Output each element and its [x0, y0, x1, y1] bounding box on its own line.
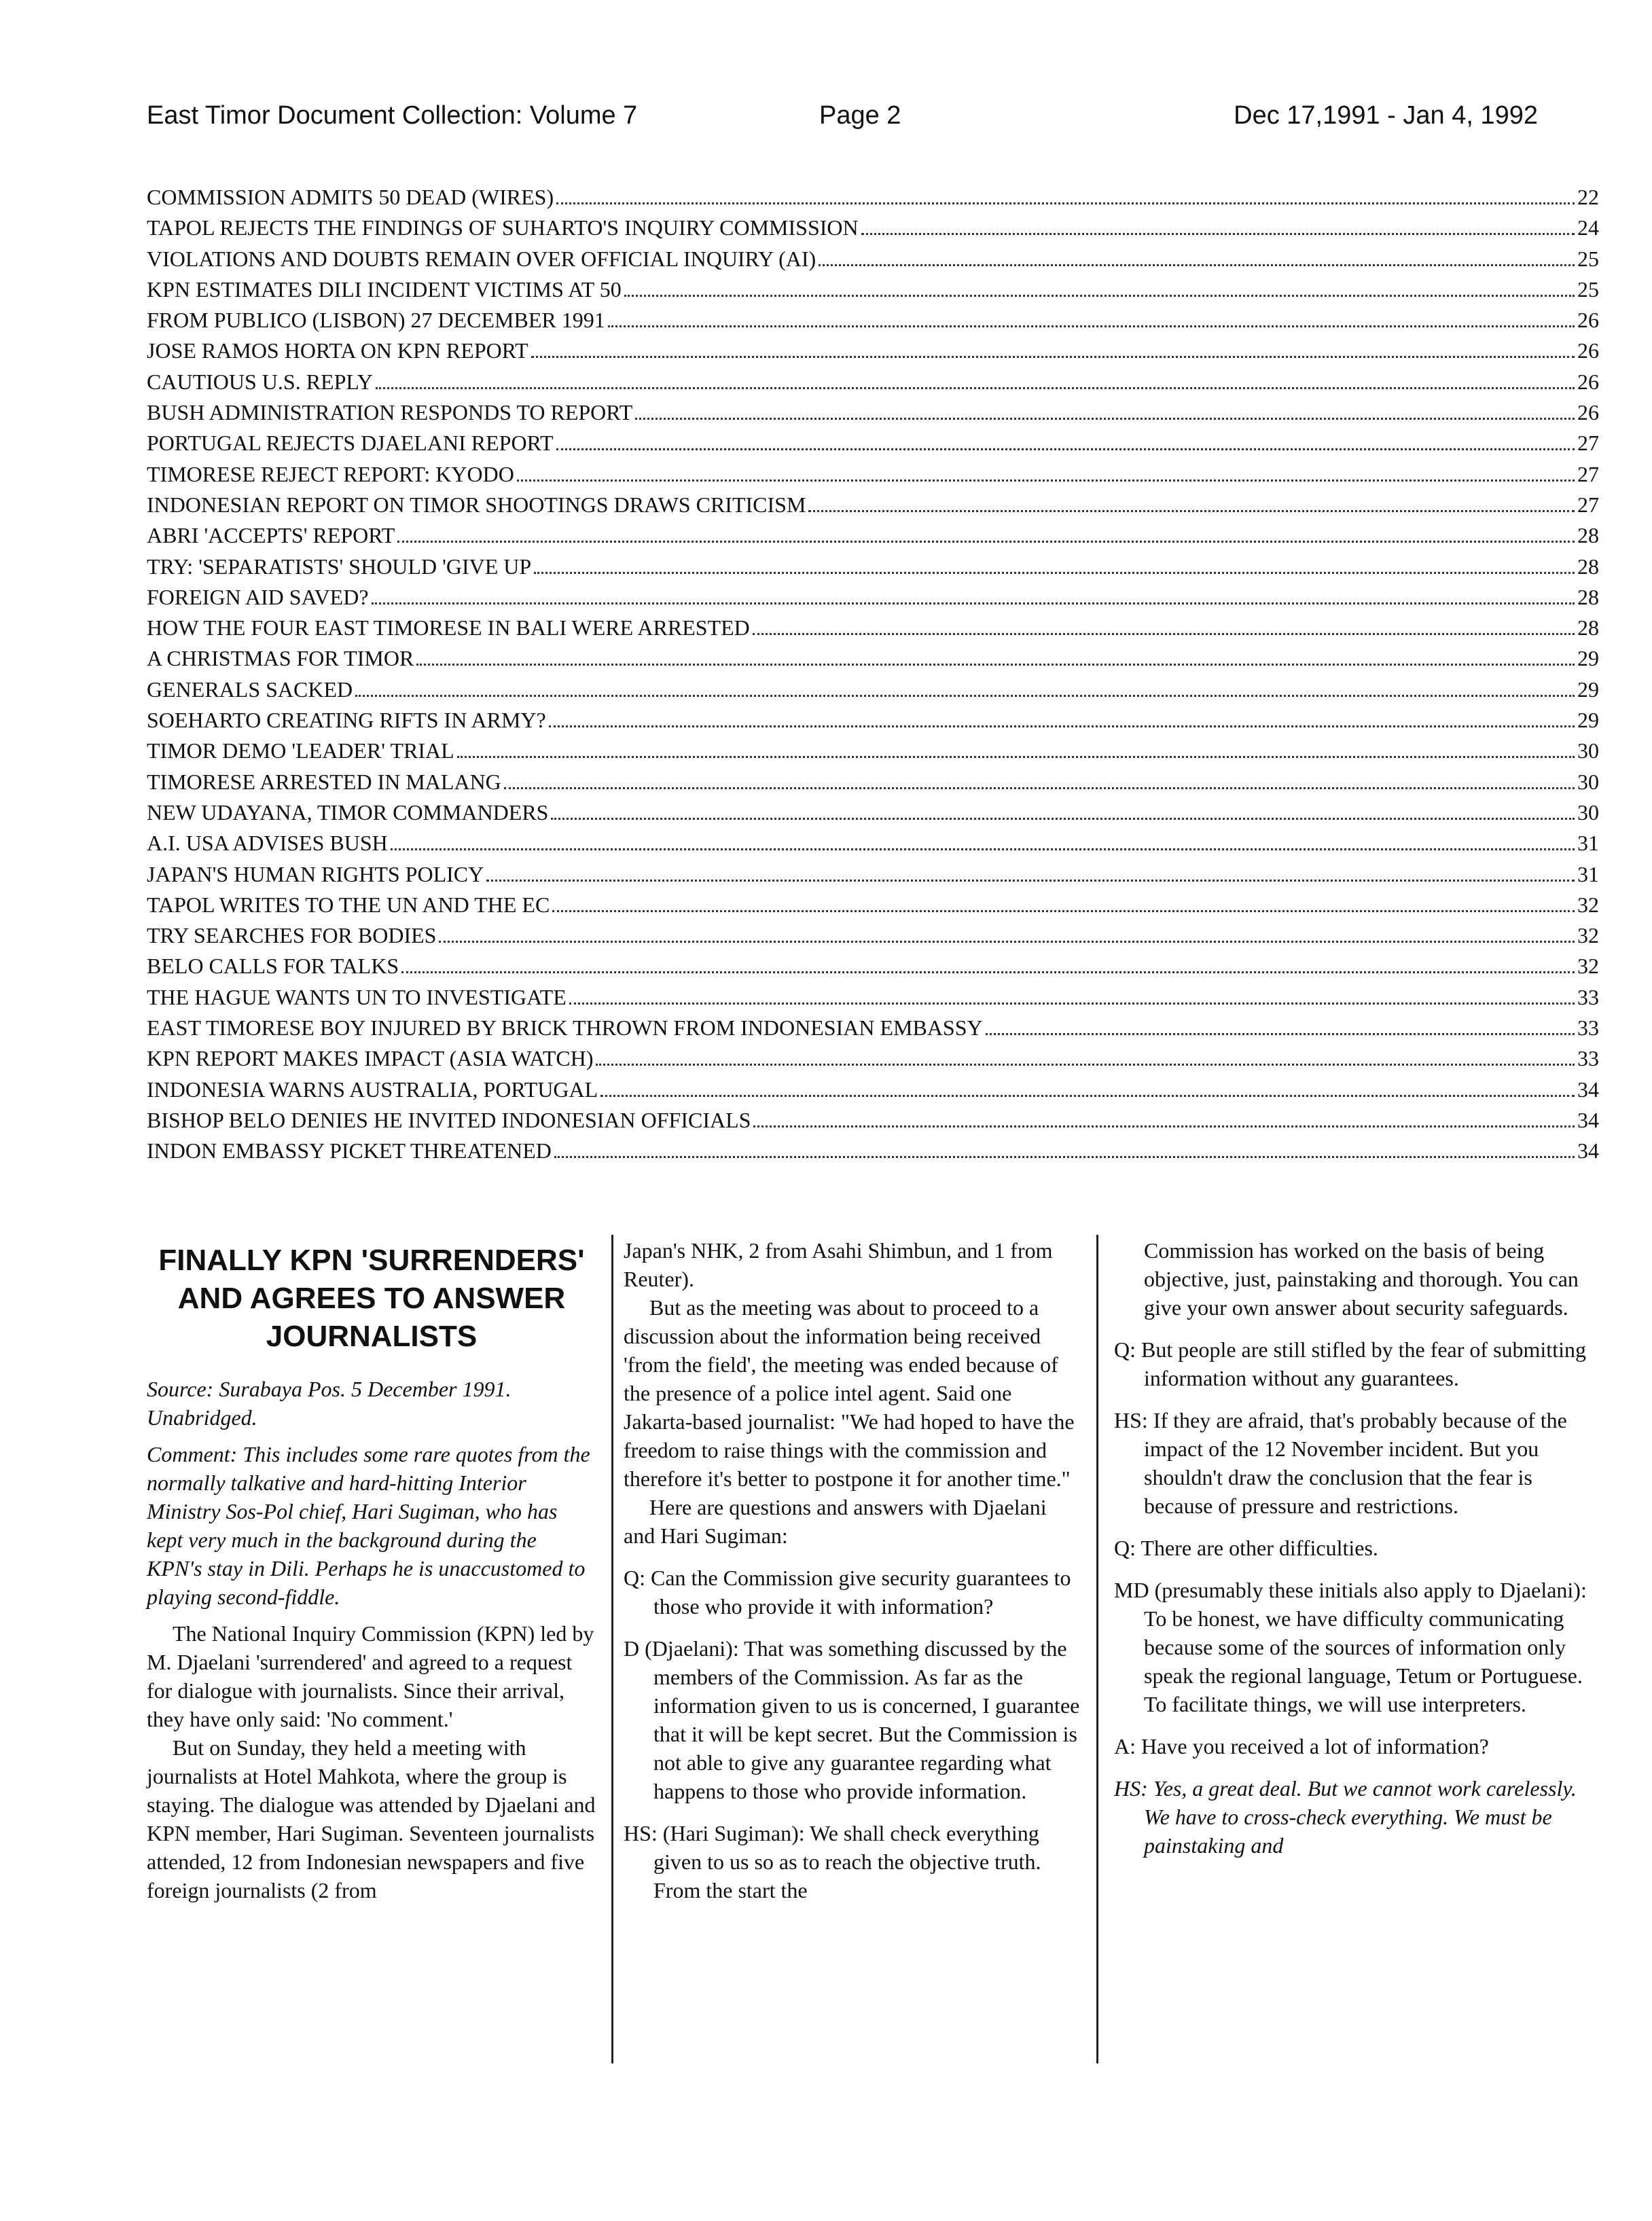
toc-entry[interactable] — [147, 582, 1599, 613]
toc-page: 34 — [1577, 1077, 1599, 1102]
article-comment: Comment: This includes some rare quotes from the normally talkative and hard-hitting Interior Ministry Sos-Pol chief, Hari Sugiman, who has kept very much in the background during the KPN's stay in Dili. Perhaps he is unaccustomed to playing second-fiddle. — [147, 1442, 590, 1609]
toc-title: KPN ESTIMATES DILI INCIDENT VICTIMS AT 50 — [147, 276, 622, 302]
interview-entry: HS: (Hari Sugiman): We shall check everything given to us so as to reach the objective truth. From the start the — [624, 1821, 1041, 1902]
toc-leader — [552, 910, 1575, 912]
toc-page: 32 — [1577, 954, 1599, 979]
interview-entry: A: Have you received a lot of information? — [1114, 1734, 1489, 1758]
column-divider — [611, 1235, 613, 2063]
toc-page: 26 — [1577, 369, 1599, 394]
toc-page: 31 — [1577, 861, 1599, 886]
toc-title: BUSH ADMINISTRATION RESPONDS TO REPORT — [147, 400, 633, 425]
toc-title: A.I. USA ADVISES BUSH — [147, 831, 388, 856]
toc-leader — [819, 264, 1575, 266]
toc-entry[interactable] — [147, 674, 1599, 705]
toc-entry[interactable] — [147, 490, 1599, 520]
table-of-contents — [147, 182, 1599, 1167]
toc-entry[interactable] — [147, 951, 1599, 981]
toc-title: A CHRISTMAS FOR TIMOR — [147, 646, 414, 671]
toc-title: EAST TIMORESE BOY INJURED BY BRICK THROWN FROM INDONESIAN EMBASSY — [147, 1015, 983, 1041]
toc-page: 27 — [1577, 461, 1599, 486]
page-header — [0, 95, 1652, 136]
collection-title: East Timor Document Collection: Volume 7 — [147, 101, 638, 130]
toc-leader — [401, 971, 1575, 973]
toc-title: CAUTIOUS U.S. REPLY — [147, 369, 373, 394]
toc-title: TIMORESE REJECT REPORT: KYODO — [147, 461, 514, 486]
toc-entry[interactable] — [147, 705, 1599, 736]
toc-entry[interactable] — [147, 1136, 1599, 1166]
toc-entry[interactable] — [147, 397, 1599, 428]
toc-title: THE HAGUE WANTS UN TO INVESTIGATE — [147, 984, 567, 1009]
column-divider — [1096, 1235, 1098, 2063]
toc-leader — [600, 1095, 1575, 1097]
toc-leader — [391, 848, 1575, 850]
toc-leader — [551, 818, 1575, 820]
toc-page: 34 — [1577, 1107, 1599, 1132]
toc-title: FROM PUBLICO (LISBON) 27 DECEMBER 1991 — [147, 308, 605, 333]
toc-leader — [556, 202, 1575, 204]
toc-page: 31 — [1577, 831, 1599, 856]
toc-leader — [534, 572, 1575, 574]
toc-leader — [517, 480, 1575, 482]
toc-page: 26 — [1577, 308, 1599, 333]
toc-entry[interactable] — [147, 1013, 1599, 1043]
article-source: Source: Surabaya Pos. 5 December 1991. Unabridged. — [147, 1377, 511, 1430]
toc-entry[interactable] — [147, 767, 1599, 797]
toc-title: TRY: 'SEPARATISTS' SHOULD 'GIVE UP — [147, 554, 532, 579]
toc-leader — [504, 787, 1575, 789]
toc-page: 29 — [1577, 646, 1599, 671]
toc-title: JAPAN'S HUMAN RIGHTS POLICY — [147, 861, 484, 886]
toc-title: TAPOL REJECTS THE FINDINGS OF SUHARTO'S INQUIRY COMMISSION — [147, 215, 859, 240]
toc-leader — [397, 541, 1575, 543]
toc-title: GENERALS SACKED — [147, 676, 353, 702]
toc-page: 30 — [1577, 738, 1599, 763]
toc-leader — [549, 725, 1575, 727]
toc-page: 27 — [1577, 431, 1599, 456]
toc-page: 25 — [1577, 246, 1599, 271]
toc-title: TAPOL WRITES TO THE UN AND THE EC — [147, 892, 550, 917]
toc-leader — [531, 356, 1575, 358]
toc-page: 26 — [1577, 338, 1599, 363]
toc-entry[interactable] — [147, 643, 1599, 674]
article-column-2 — [624, 1236, 1083, 1918]
toc-page: 26 — [1577, 400, 1599, 425]
body-paragraph: Here are questions and answers with Djaelani and Hari Sugiman: — [624, 1495, 1047, 1548]
toc-leader — [596, 1064, 1575, 1066]
toc-entry[interactable] — [147, 336, 1599, 366]
toc-entry[interactable] — [147, 736, 1599, 766]
toc-page: 33 — [1577, 984, 1599, 1009]
toc-leader — [556, 448, 1575, 450]
toc-page: 28 — [1577, 584, 1599, 609]
toc-page: 33 — [1577, 1015, 1599, 1041]
toc-entry[interactable] — [147, 859, 1599, 890]
interview-entry: Q: But people are still stifled by the fear of submitting information without any guarantees. — [1114, 1337, 1586, 1390]
toc-title: BISHOP BELO DENIES HE INVITED INDONESIAN OFFICIALS — [147, 1107, 751, 1132]
body-paragraph: Commission has worked on the basis of being objective, just, painstaking and thorough. You can give your own answer about security safeguards. — [1144, 1238, 1579, 1320]
toc-page: 28 — [1577, 615, 1599, 640]
toc-leader — [439, 941, 1575, 943]
toc-leader — [372, 602, 1575, 604]
toc-entry[interactable] — [147, 1075, 1599, 1105]
toc-title: TIMORESE ARRESTED IN MALANG — [147, 769, 501, 794]
toc-leader — [753, 633, 1575, 635]
toc-title: SOEHARTO CREATING RIFTS IN ARMY? — [147, 708, 546, 733]
toc-title: PORTUGAL REJECTS DJAELANI REPORT — [147, 431, 554, 456]
toc-title: TRY SEARCHES FOR BODIES — [147, 923, 437, 948]
toc-title: NEW UDAYANA, TIMOR COMMANDERS — [147, 799, 549, 825]
toc-page: 22 — [1577, 185, 1599, 209]
toc-entry[interactable] — [147, 828, 1599, 859]
toc-title: HOW THE FOUR EAST TIMORESE IN BALI WERE ARRESTED — [147, 615, 750, 640]
toc-leader — [355, 695, 1575, 697]
toc-title: INDONESIAN REPORT ON TIMOR SHOOTINGS DRAWS CRITICISM — [147, 492, 806, 517]
toc-entry[interactable] — [147, 552, 1599, 582]
interview-entry: HS: If they are afraid, that's probably because of the impact of the 12 November incident. But you shouldn't draw the conclusion that the fear is because of pressure and restrictions. — [1114, 1408, 1567, 1518]
toc-leader — [635, 418, 1575, 420]
body-paragraph: But as the meeting was about to proceed to a discussion about the information being received 'from the field', the meeting was ended because of the presence of a police intel agent. Said one Jakarta-based journalist: "We had hoped to have the freedom to raise things with the commission and therefore it's better to postpone it for another time." — [624, 1295, 1075, 1491]
toc-entry[interactable] — [147, 274, 1599, 305]
toc-leader — [608, 325, 1575, 327]
interview-entry: Q: Can the Commission give security guarantees to those who provide it with information? — [624, 1566, 1071, 1619]
toc-entry[interactable] — [147, 244, 1599, 274]
toc-title: VIOLATIONS AND DOUBTS REMAIN OVER OFFICIAL INQUIRY (AI) — [147, 246, 816, 271]
toc-title: JOSE RAMOS HORTA ON KPN REPORT — [147, 338, 528, 363]
toc-page: 25 — [1577, 276, 1599, 302]
toc-entry[interactable] — [147, 182, 1599, 213]
toc-leader — [416, 664, 1575, 666]
toc-title: KPN REPORT MAKES IMPACT (ASIA WATCH) — [147, 1046, 594, 1071]
toc-page: 30 — [1577, 799, 1599, 825]
toc-page: 29 — [1577, 676, 1599, 702]
toc-entry[interactable] — [147, 367, 1599, 397]
toc-entry[interactable] — [147, 920, 1599, 951]
toc-page: 28 — [1577, 523, 1599, 548]
toc-title: BELO CALLS FOR TALKS — [147, 954, 399, 979]
toc-entry[interactable] — [147, 520, 1599, 551]
interview-entry: Q: There are other difficulties. — [1114, 1536, 1378, 1560]
toc-page: 27 — [1577, 492, 1599, 517]
toc-leader — [376, 387, 1575, 389]
toc-title: ABRI 'ACCEPTS' REPORT — [147, 523, 395, 548]
toc-page: 34 — [1577, 1138, 1599, 1163]
toc-entry[interactable] — [147, 213, 1599, 243]
toc-entry[interactable] — [147, 890, 1599, 920]
toc-entry[interactable] — [147, 613, 1599, 643]
toc-leader — [624, 295, 1575, 297]
interview-entry: HS: Yes, a great deal. But we cannot work carelessly. We have to cross-check everything. We must be painstaking and — [1114, 1776, 1577, 1858]
article-column-3 — [1114, 1236, 1590, 1873]
toc-entry[interactable] — [147, 1043, 1599, 1074]
page-number: Page 2 — [819, 101, 901, 130]
toc-leader — [753, 1125, 1575, 1127]
toc-leader — [457, 756, 1575, 758]
toc-title: FOREIGN AID SAVED? — [147, 584, 369, 609]
toc-title: INDONESIA WARNS AUSTRALIA, PORTUGAL — [147, 1077, 598, 1102]
toc-entry[interactable] — [147, 1105, 1599, 1136]
toc-page: 32 — [1577, 923, 1599, 948]
toc-entry[interactable] — [147, 305, 1599, 336]
interview-entry: D (Djaelani): That was something discussed by the members of the Commission. As far as the information given to us is concerned, I guarantee that it will be kept secret. But the Commission is not able to give any guarantee regarding what happens to those who provide information. — [624, 1636, 1080, 1803]
interview-entry: MD (presumably these initials also apply to Djaelani): To be honest, we have difficulty communicating because some of the sources of information only speak the regional language, Tetum or Portuguese. To facilitate things, we will use interpreters. — [1114, 1578, 1587, 1716]
toc-page: 32 — [1577, 892, 1599, 917]
toc-entry[interactable] — [147, 982, 1599, 1013]
body-paragraph: Japan's NHK, 2 from Asahi Shimbun, and 1 from Reuter). — [624, 1238, 1053, 1291]
toc-title: INDON EMBASSY PICKET THREATENED — [147, 1138, 552, 1163]
toc-leader — [808, 510, 1575, 512]
toc-title: COMMISSION ADMITS 50 DEAD (WIRES) — [147, 185, 554, 209]
toc-leader — [569, 1003, 1575, 1005]
toc-page: 33 — [1577, 1046, 1599, 1071]
article-column-1 — [147, 1236, 596, 1904]
toc-leader — [554, 1156, 1575, 1158]
toc-leader — [986, 1033, 1575, 1035]
date-range: Dec 17,1991 - Jan 4, 1992 — [1234, 101, 1538, 130]
toc-entry[interactable] — [147, 459, 1599, 490]
toc-leader — [486, 880, 1575, 882]
body-paragraph: But on Sunday, they held a meeting with journalists at Hotel Mahkota, where the group is staying. The dialogue was attended by Djaelani and KPN member, Hari Sugiman. Seventeen journalists attended, 12 from Indonesian newspapers and five foreign journalists (2 from — [147, 1735, 596, 1902]
toc-page: 29 — [1577, 708, 1599, 733]
article-title: FINALLY KPN 'SURRENDERS' AND AGREES TO ANSWER JOURNALISTS — [158, 1244, 585, 1353]
body-paragraph: The National Inquiry Commission (KPN) led by M. Djaelani 'surrendered' and agreed to a request for dialogue with journalists. Since their arrival, they have only said: 'No comment.' — [147, 1621, 594, 1731]
toc-title: TIMOR DEMO 'LEADER' TRIAL — [147, 738, 454, 763]
toc-leader — [861, 233, 1575, 235]
toc-page: 28 — [1577, 554, 1599, 579]
toc-entry[interactable] — [147, 797, 1599, 828]
toc-entry[interactable] — [147, 428, 1599, 458]
toc-page: 30 — [1577, 769, 1599, 794]
toc-page: 24 — [1577, 215, 1599, 240]
